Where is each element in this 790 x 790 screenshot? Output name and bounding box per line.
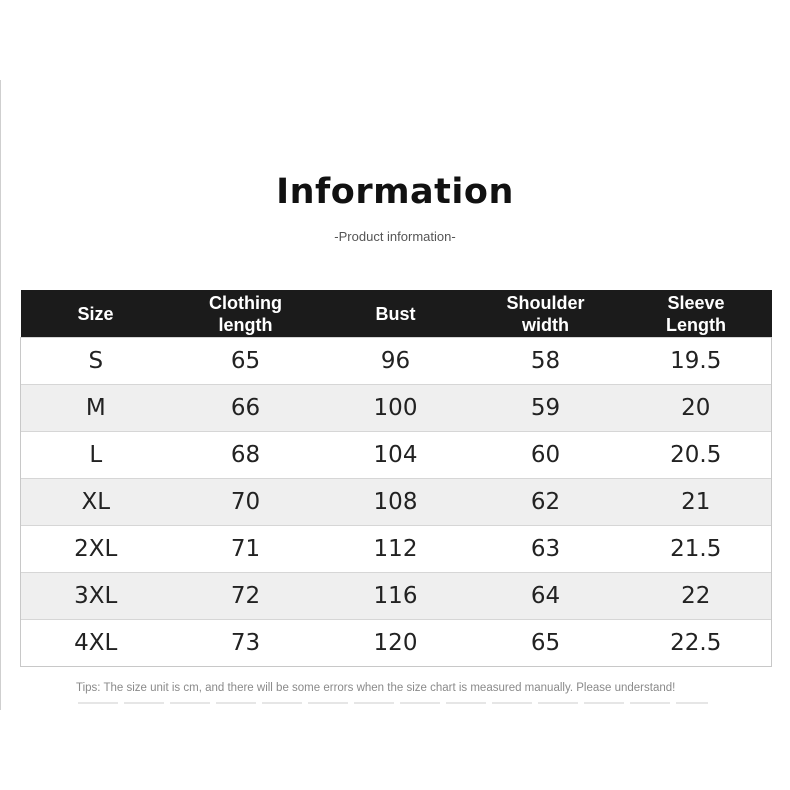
cell-bust: 116 xyxy=(321,573,471,620)
cell-size: 4XL xyxy=(21,620,171,667)
table-row xyxy=(21,338,772,385)
cell-size: S xyxy=(21,338,171,385)
page-title: Information xyxy=(276,172,514,212)
header-clothing-length xyxy=(171,290,321,338)
cell-bust: 112 xyxy=(321,526,471,573)
cell-clothing-length: 66 xyxy=(171,385,321,432)
cell-clothing-length: 73 xyxy=(171,620,321,667)
cell-shoulder-width: 65 xyxy=(471,620,621,667)
cell-size: XL xyxy=(21,479,171,526)
size-chart-table xyxy=(20,290,772,667)
header-label: Bust xyxy=(375,303,416,324)
cell-size: L xyxy=(21,432,171,479)
cell-clothing-length: 65 xyxy=(171,338,321,385)
cell-bust: 108 xyxy=(321,479,471,526)
header-bust xyxy=(321,290,471,338)
cell-size: 3XL xyxy=(21,573,171,620)
cell-bust: 104 xyxy=(321,432,471,479)
cell-shoulder-width: 60 xyxy=(471,432,621,479)
cell-sleeve-length: 19.5 xyxy=(621,338,772,385)
page-subtitle: -Product information- xyxy=(334,229,456,244)
cell-bust: 96 xyxy=(321,338,471,385)
table-header-row xyxy=(21,290,772,338)
cell-clothing-length: 68 xyxy=(171,432,321,479)
faint-divider xyxy=(78,702,708,704)
cell-clothing-length: 72 xyxy=(171,573,321,620)
cell-clothing-length: 71 xyxy=(171,526,321,573)
cell-shoulder-width: 58 xyxy=(471,338,621,385)
header-label: Shoulder width xyxy=(506,292,585,335)
table-row xyxy=(21,432,772,479)
cell-size: M xyxy=(21,385,171,432)
tips-note: Tips: The size unit is cm, and there will be some errors when the size chart is measured manually. Please understand! xyxy=(76,682,676,694)
cell-sleeve-length: 20.5 xyxy=(621,432,772,479)
cell-sleeve-length: 22.5 xyxy=(621,620,772,667)
cell-sleeve-length: 21.5 xyxy=(621,526,772,573)
header-label: Sleeve Length xyxy=(666,292,726,335)
cell-shoulder-width: 59 xyxy=(471,385,621,432)
table-row xyxy=(21,385,772,432)
header-shoulder-width xyxy=(471,290,621,338)
table-row xyxy=(21,526,772,573)
cell-sleeve-length: 20 xyxy=(621,385,772,432)
table-row xyxy=(21,479,772,526)
header-label: Size xyxy=(77,303,114,324)
cell-sleeve-length: 21 xyxy=(621,479,772,526)
header-size xyxy=(21,290,171,338)
table-row xyxy=(21,573,772,620)
cell-shoulder-width: 62 xyxy=(471,479,621,526)
cell-bust: 120 xyxy=(321,620,471,667)
cell-sleeve-length: 22 xyxy=(621,573,772,620)
header-sleeve-length xyxy=(621,290,772,338)
table-row xyxy=(21,620,772,667)
cell-bust: 100 xyxy=(321,385,471,432)
cell-shoulder-width: 64 xyxy=(471,573,621,620)
cell-shoulder-width: 63 xyxy=(471,526,621,573)
cell-size: 2XL xyxy=(21,526,171,573)
cell-clothing-length: 70 xyxy=(171,479,321,526)
header-label: Clothing length xyxy=(209,292,282,335)
